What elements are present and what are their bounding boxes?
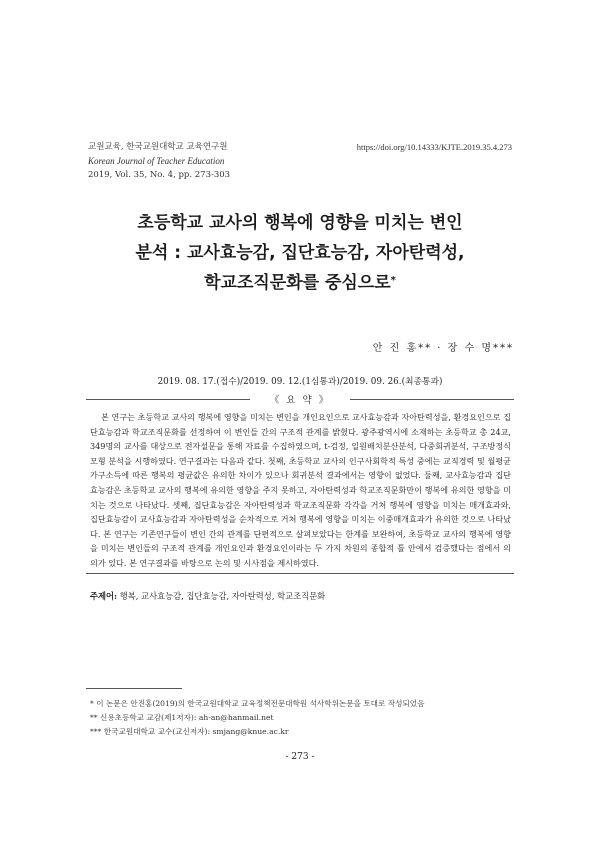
abstract-rule-right: [350, 399, 514, 400]
journal-header: [88, 140, 230, 182]
journal-volume: 2019, Vol. 35, No. 4, pp. 273-303: [88, 170, 231, 180]
journal-name-kr: 교원교육, 한국교원대학교 교육연구원: [88, 142, 228, 152]
abstract-bottom-rule: [86, 573, 514, 574]
authors: 안 진 홍** · 장 수 명***: [372, 343, 514, 354]
title-line-3: 학교조직문화를 중심으로: [204, 273, 391, 293]
abstract-heading: [86, 392, 514, 406]
footnote-3: *** 한국교원대학교 교수(교신저자): smjang@knue.ac.kr: [90, 727, 289, 736]
review-dates: 2019. 08. 17.(접수)/2019. 09. 12.(1심통과)/2019. 09. 26.(최종통과): [157, 377, 443, 387]
title-line-2: 분석 : 교사효능감, 집단효능감, 자아탄력성,: [135, 243, 465, 263]
doi-link[interactable]: https://doi.org/10.14333/KJTE.2019.35.4.273: [356, 142, 512, 152]
title-footnote-mark: *: [390, 275, 396, 286]
keywords: [90, 590, 325, 602]
journal-name-en: Korean Journal of Teacher Education: [88, 156, 225, 166]
abstract-text: 본 연구는 초등학교 교사의 행복에 영향을 미치는 변인을 개인요인으로 교사효능감과 자아탄력성을, 환경요인으로 집단효능감과 학교조직문화를 선정하여 이 변인들 간의 구조적 관계를 밝혔다. 광주광역시에 소재하는 초등학교 총 24교, 349명의 교사를 대상으로 전자설문을 통해 자료를 수집하였으며, t-검정, 일원배치분산분석, 다중회귀분석, 구조방정식모형 분석을 시행하였다. 연구결과는 다음과 같다. 첫째, 초등학교 교사의 인구사회학적 특성 중에는 교직경력 및 월평균가구소득에 따른 행복의 평균값은 유의한 차이가 있으나 회귀분석 결과에서는 영향이 없었다. 둘째, 교사효능감과 집단효능감은 초등학교 교사의 행복에 유의한 영향을 주지 못하고, 자아탄력성과 학교조직문화만이 행복에 유의한 영향을 미치는 것으로 나타났다. 셋째, 집단효능감은 자아탄력성과 학교조직문화 각각을 거쳐 행복에 영향을 미치는 매개효과와, 집단효능감이 교사효능감과 자아탄력성을 순차적으로 거쳐 행복에 영향을 미치는 이중매개효과가 유의한 것으로 나타났다. 본 연구는 기존연구들이 변인 간의 관계를 단편적으로 살펴보았다는 한계를 보완하여, 초등학교 교사의 행복에 영향을 미치는 변인들의 구조적 관계를 개인요인과 환경요인이라는 두 가지 차원의 종합적 틀 안에서 검증했다는 점에서 의의가 있다. 본 연구결과를 바탕으로 논의 및 시사점을 제시하였다.: [90, 412, 511, 568]
footnote-1: * 이 논문은 안진홍(2019)의 한국교원대학교 교육정책전문대학원 석사학위논문을 토대로 작성되었음: [90, 699, 425, 708]
paper-title: [60, 208, 540, 298]
footnote-2: ** 신용초등학교 교감(제1저자): ah-an@hanmail.net: [90, 713, 274, 722]
abstract-heading-label: 《 요 약 》: [269, 395, 331, 406]
footnotes: [90, 697, 424, 739]
keywords-value: 행복, 교사효능감, 집단효능감, 자아탄력성, 학교조직문화: [119, 591, 326, 601]
keywords-label: 주제어:: [90, 591, 118, 601]
page-number: - 273 -: [285, 752, 315, 762]
footnote-rule: [86, 688, 182, 689]
title-line-1: 초등학교 교사의 행복에 영향을 미치는 변인: [137, 213, 463, 233]
